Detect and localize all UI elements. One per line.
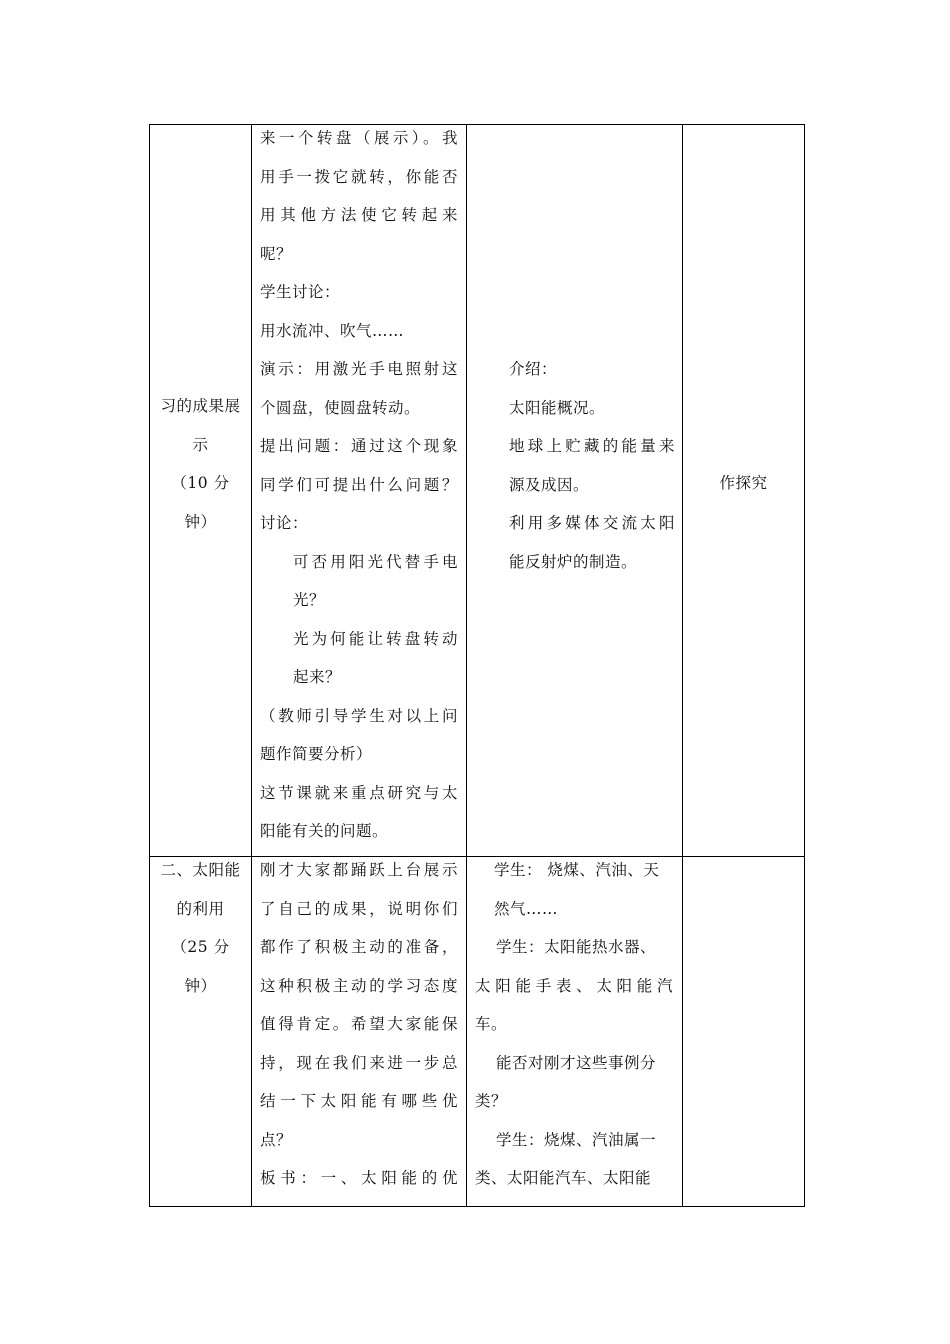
- student-line: 能否对刚才这些事例分: [496, 1053, 657, 1072]
- teacher-line: 个圆盘，使圆盘转动。: [260, 398, 421, 417]
- teacher-line: 持，现在我们来进一步总: [260, 1053, 458, 1072]
- student-line: 学生：烧煤、汽油属一: [496, 1130, 657, 1149]
- teacher-line: 都作了积极主动的准备，: [260, 938, 458, 956]
- stage-line: 钟）: [184, 512, 217, 531]
- teacher-line: 光？: [293, 591, 326, 609]
- stage-line: 钟）: [184, 976, 217, 995]
- teacher-line: 板书：一、太阳能的优: [260, 1169, 458, 1187]
- teacher-line: 讨论：: [260, 514, 309, 532]
- teacher-line: 题作简要分析）: [260, 745, 373, 763]
- student-line: 类？: [475, 1092, 508, 1110]
- row2-student-cell: [475, 856, 673, 1203]
- teacher-line: 这种积极主动的学习态度: [260, 976, 458, 995]
- student-line: 利用多媒体交流太阳: [509, 514, 675, 532]
- row1-teacher-cell: [260, 124, 458, 856]
- row2-stage-cell: [150, 856, 251, 1010]
- student-line: 车。: [475, 1015, 508, 1033]
- student-line: 然气……: [494, 899, 559, 918]
- teacher-line: 演示：用激光手电照射这: [260, 360, 458, 378]
- stage-line: （25 分: [171, 938, 230, 956]
- table-col-divider-3: [682, 124, 683, 1207]
- student-line: 学生： 烧煤、汽油、天: [494, 861, 660, 879]
- stage-line: 二、太阳能: [160, 861, 241, 879]
- row2-teacher-cell: [260, 856, 458, 1203]
- stage-line: （10 分: [171, 474, 230, 492]
- teacher-line: 用手一拨它就转，你能否: [260, 167, 458, 186]
- student-line: 地球上贮藏的能量来: [509, 437, 675, 455]
- teacher-line: 可否用阳光代替手电: [293, 552, 458, 571]
- teacher-line: （教师引导学生对以上问: [260, 706, 458, 725]
- teacher-line: 提出问题：通过这个现象: [260, 437, 458, 455]
- student-line: 学生：太阳能热水器、: [496, 938, 657, 956]
- teacher-line: 来一个转盘（展示）。我: [260, 129, 458, 147]
- student-line: 介绍：: [509, 360, 558, 378]
- teacher-line: 呢？: [260, 244, 293, 263]
- teacher-line: 阳能有关的问题。: [260, 822, 389, 840]
- table-col-divider-2: [466, 124, 467, 1207]
- row1-stage-cell: [150, 392, 251, 546]
- teacher-line: 值得肯定。希望大家能保: [260, 1015, 458, 1033]
- row2-intent-cell: [683, 856, 804, 895]
- table-col-divider-1: [251, 124, 252, 1207]
- row1-intent-cell: [683, 469, 804, 508]
- teacher-line: 光为何能让转盘转动: [293, 629, 458, 648]
- table-border-top: [149, 124, 805, 125]
- teacher-line: 用水流冲、吹气……: [260, 321, 405, 340]
- teacher-line: 点？: [260, 1130, 293, 1149]
- table-border-bottom: [149, 1206, 805, 1207]
- table-border-left: [149, 124, 150, 1207]
- teacher-line: 了自己的成果，说明你们: [260, 899, 458, 918]
- stage-line: 习的成果展: [160, 397, 241, 415]
- teacher-line: 用其他方法使它转起来: [260, 206, 458, 224]
- student-line: 源及成因。: [509, 475, 590, 494]
- stage-line: 的利用: [176, 899, 225, 918]
- student-line: 类、太阳能汽车、太阳能: [475, 1169, 652, 1187]
- table-border-right: [804, 124, 805, 1207]
- teacher-line: 结一下太阳能有哪些优: [260, 1092, 458, 1110]
- teacher-line: 起来？: [293, 668, 342, 686]
- teacher-line: 刚才大家都踊跃上台展示: [260, 861, 458, 879]
- student-line: 太阳能概况。: [509, 398, 606, 417]
- teacher-line: 学生讨论：: [260, 283, 341, 301]
- student-line: 能反射炉的制造。: [509, 552, 638, 571]
- teacher-line: 这节课就来重点研究与太: [260, 783, 458, 802]
- row1-student-cell: [509, 355, 675, 586]
- intent-line: [683, 856, 804, 895]
- stage-line: 示: [192, 435, 209, 454]
- student-line: 太阳能手表、太阳能汽: [475, 976, 673, 995]
- teacher-line: 同学们可提出什么问题？: [260, 475, 458, 494]
- intent-line: 作探究: [719, 474, 768, 492]
